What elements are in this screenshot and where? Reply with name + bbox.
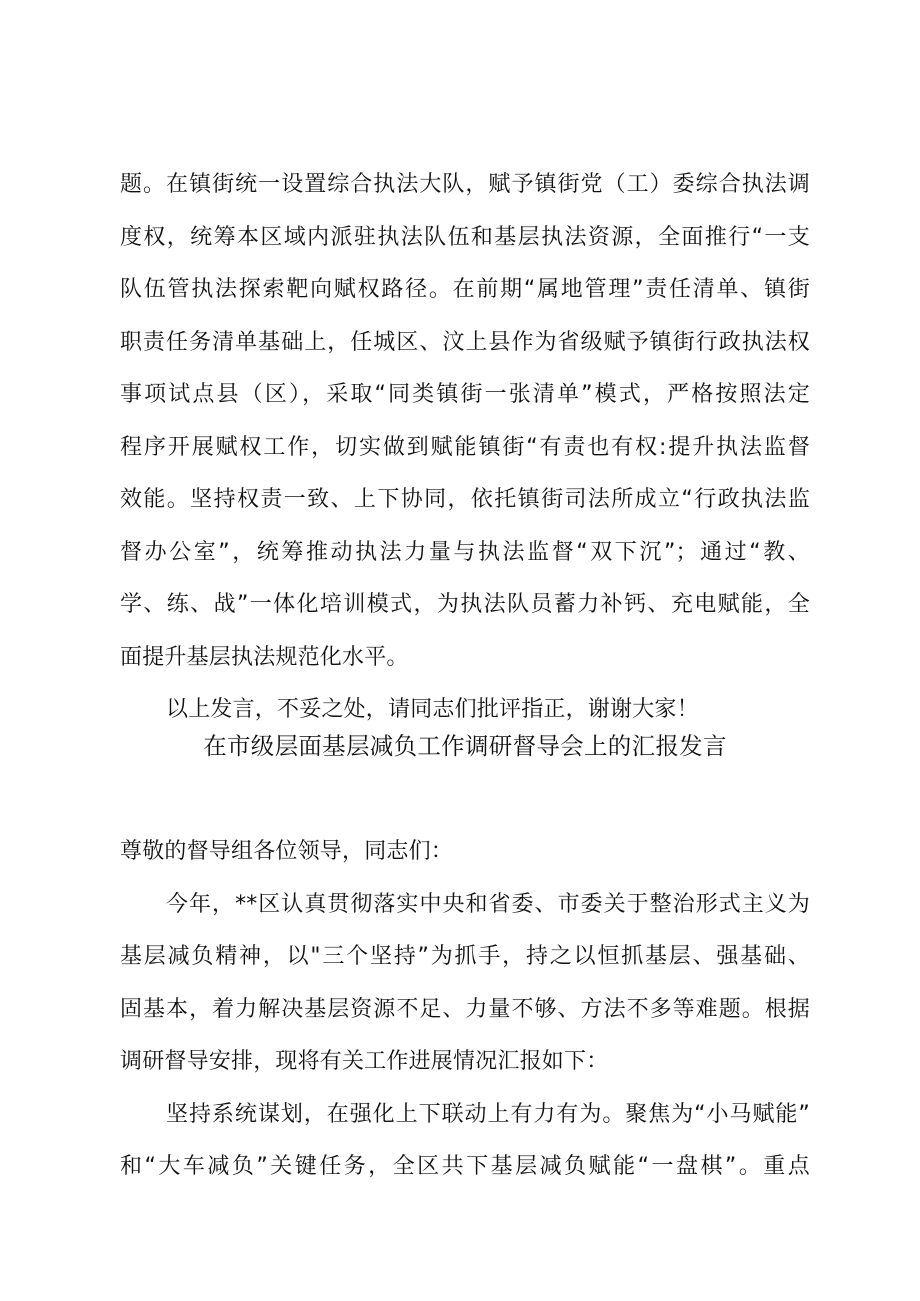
text-line: 基层减负精神，以"三个坚持”为抓手，持之以恒抓基层、强基础、: [120, 944, 810, 969]
text-line: 固基本，着力解决基层资源不足、力量不够、方法不多等难题。根据: [120, 996, 810, 1022]
closing-remark: 以上发言，不妥之处，请同志们批评指正，谢谢大家！: [166, 697, 699, 722]
text-line: 调研督导安排，现将有关工作进展情况汇报如下：: [120, 1049, 609, 1074]
text-line: 坚持系统谋划，在强化上下联动上有力有为。聚焦为“小马赋能”: [166, 1101, 810, 1127]
text-line: 度权，统筹本区域内派驻执法队伍和基层执法资源，全面推行“一支: [120, 224, 810, 250]
text-line: 督办公室”，统筹推动执法力量与执法监督“双下沉”；通过“教、: [120, 539, 810, 565]
paragraph-law-enforcement: [120, 159, 810, 737]
text-line: 学、练、战”一体化培训模式，为执法队员蓄力补钙、充电赋能，全: [120, 592, 810, 617]
speech-body: [120, 826, 810, 1194]
text-line: 事项试点县（区），采取“同类镇街一张清单”模式，严格按照法定: [120, 382, 810, 407]
text-line: 今年，**区认真贯彻落实中央和省委、市委关于整治形式主义为: [166, 891, 810, 917]
text-line: 效能。坚持权责一致、上下协同，依托镇街司法所成立“行政执法监: [120, 487, 810, 512]
text-line: 队伍管执法探索靶向赋权路径。在前期“属地管理”责任清单、镇街: [120, 277, 810, 302]
text-line: 题。在镇街统一设置综合执法大队，赋予镇街党（工）委综合执法调: [120, 172, 810, 197]
text-line: 面提升基层执法规范化水平。: [120, 644, 409, 670]
speech-title: 在市级层面基层减负工作调研督导会上的汇报发言: [203, 732, 727, 760]
text-line: 和“大车减负”关键任务，全区共下基层减负赋能“一盘棋”。重点: [120, 1154, 810, 1179]
text-line: 职责任务清单基础上，任城区、汶上县作为省级赋予镇街行政执法权: [120, 329, 810, 355]
salutation: 尊敬的督导组各位领导，同志们：: [120, 839, 454, 864]
text-line: 程序开展赋权工作，切实做到赋能镇街“有责也有权:提升执法监督: [120, 434, 810, 460]
